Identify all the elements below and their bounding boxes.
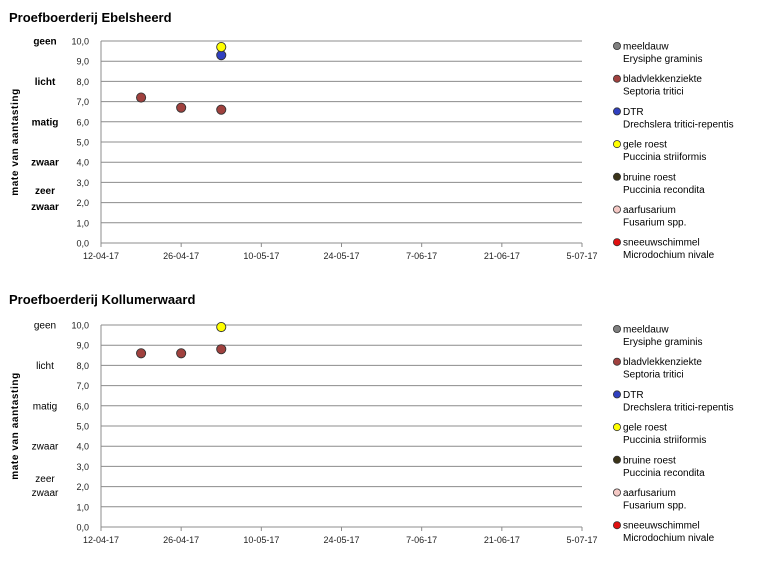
legend-scientific-name: Puccinia striiformis [623, 435, 707, 447]
chart-panel-ebelsheerd [9, 10, 734, 261]
legend-marker [613, 456, 620, 463]
y-tick-label: 0,0 [76, 522, 89, 533]
legend-marker [613, 522, 620, 529]
severity-label: zeer [35, 474, 55, 486]
y-axis-label: mate van aantasting [10, 88, 21, 196]
y-tick-label: 8,0 [76, 76, 89, 87]
legend-label: bruine roest [623, 455, 676, 467]
y-tick-label: 2,0 [76, 482, 89, 493]
legend-scientific-name: Septoria tritici [623, 369, 684, 381]
chart-title: Proefboerderij Ebelsheerd [9, 10, 172, 25]
legend-label: sneeuwschimmel [623, 237, 700, 249]
legend-scientific-name: Puccinia striiformis [623, 152, 707, 164]
y-tick-label: 6,0 [76, 401, 89, 412]
legend-marker [613, 489, 620, 496]
y-tick-label: 10,0 [71, 36, 89, 47]
y-tick-label: 7,0 [76, 381, 89, 392]
legend-scientific-name: Puccinia recondita [623, 467, 705, 479]
legend-label: bladvlekkenziekte [623, 74, 702, 86]
legend-scientific-name: Drechslera tritici-repentis [623, 119, 734, 131]
data-point-gele-roest [217, 42, 226, 51]
legend-label: DTR [623, 389, 644, 401]
data-point-bladvlekkenziekte [177, 103, 186, 112]
legend-marker [613, 325, 620, 332]
x-tick-label: 26-04-17 [163, 535, 200, 545]
data-point-bladvlekkenziekte [217, 345, 226, 354]
y-tick-label: 9,0 [76, 340, 89, 351]
y-axis-label: mate van aantasting [10, 372, 21, 480]
legend-scientific-name: Drechslera tritici-repentis [623, 402, 734, 414]
y-tick-label: 5,0 [76, 137, 89, 148]
legend-marker [613, 173, 620, 180]
severity-label: zwaar [31, 202, 59, 214]
y-tick-label: 1,0 [76, 218, 89, 229]
legend-marker [613, 424, 620, 431]
severity-label: zeer [34, 185, 56, 197]
y-tick-label: 2,0 [76, 198, 89, 209]
data-point-gele-roest [217, 322, 226, 331]
legend-label: aarfusarium [623, 205, 676, 216]
legend-marker [613, 206, 620, 213]
legend-scientific-name: Fusarium spp. [623, 217, 687, 229]
x-tick-label: 10-05-17 [243, 535, 280, 545]
legend-scientific-name: Erysiphe graminis [623, 337, 703, 348]
severity-label: zwaar [31, 441, 59, 453]
legend-label: gele roest [623, 422, 667, 434]
severity-label: geen [33, 320, 57, 332]
legend-scientific-name: Microdochium nivale [623, 533, 715, 545]
x-tick-label: 24-05-17 [323, 535, 360, 545]
y-tick-label: 9,0 [76, 56, 89, 67]
x-tick-label: 24-05-17 [323, 251, 360, 261]
legend-marker [613, 358, 620, 365]
y-tick-label: 6,0 [76, 117, 89, 128]
chart-title: Proefboerderij Kollumerwaard [9, 292, 196, 307]
x-tick-label: 10-05-17 [243, 251, 280, 261]
legend-marker [613, 239, 620, 246]
x-tick-label: 7-06-17 [406, 251, 438, 261]
legend-label: aarfusarium [623, 488, 676, 499]
y-tick-label: 5,0 [76, 421, 89, 432]
data-point-bladvlekkenziekte [136, 349, 145, 358]
data-point-bladvlekkenziekte [136, 93, 145, 102]
severity-label: licht [36, 360, 54, 372]
y-tick-label: 0,0 [76, 238, 89, 249]
x-tick-label: 12-04-17 [82, 251, 120, 261]
legend-scientific-name: Septoria tritici [623, 86, 684, 98]
x-tick-label: 26-04-17 [163, 251, 200, 261]
legend-label: bladvlekkenziekte [623, 357, 702, 369]
legend-label: sneeuwschimmel [623, 520, 700, 532]
legend-label: meeldauw [623, 324, 669, 336]
severity-label: zwaar [31, 488, 59, 500]
y-tick-label: 8,0 [76, 360, 89, 371]
x-tick-label: 12-04-17 [82, 535, 120, 545]
x-tick-label: 21-06-17 [483, 535, 520, 545]
severity-label: licht [34, 76, 56, 88]
legend-marker [613, 141, 620, 148]
y-tick-label: 3,0 [76, 461, 89, 472]
legend-marker [613, 391, 620, 398]
y-tick-label: 7,0 [76, 97, 89, 108]
severity-label: matig [31, 117, 59, 129]
y-tick-label: 4,0 [76, 441, 89, 452]
y-tick-label: 3,0 [76, 177, 89, 188]
x-tick-label: 21-06-17 [483, 251, 520, 261]
data-point-bladvlekkenziekte [217, 105, 226, 114]
legend-scientific-name: Erysiphe graminis [623, 54, 703, 65]
legend-scientific-name: Microdochium nivale [623, 250, 715, 262]
chart-panel-kollumerwaard [9, 292, 734, 545]
legend-label: bruine roest [623, 172, 676, 184]
legend-marker [613, 42, 620, 49]
x-tick-label: 5-07-17 [566, 535, 598, 545]
legend-marker [613, 108, 620, 115]
legend-label: meeldauw [623, 41, 669, 53]
legend-label: DTR [623, 106, 644, 118]
data-point-bladvlekkenziekte [177, 349, 186, 358]
severity-label: matig [32, 401, 58, 413]
legend-scientific-name: Fusarium spp. [623, 500, 687, 512]
severity-label: zwaar [31, 157, 59, 169]
x-tick-label: 7-06-17 [406, 535, 438, 545]
y-tick-label: 1,0 [76, 502, 89, 513]
y-tick-label: 4,0 [76, 157, 89, 168]
legend-marker [613, 75, 620, 82]
legend-scientific-name: Puccinia recondita [623, 184, 705, 196]
legend-label: gele roest [623, 139, 667, 151]
y-tick-label: 10,0 [71, 320, 89, 331]
severity-label: geen [33, 36, 57, 48]
x-tick-label: 5-07-17 [566, 251, 598, 261]
